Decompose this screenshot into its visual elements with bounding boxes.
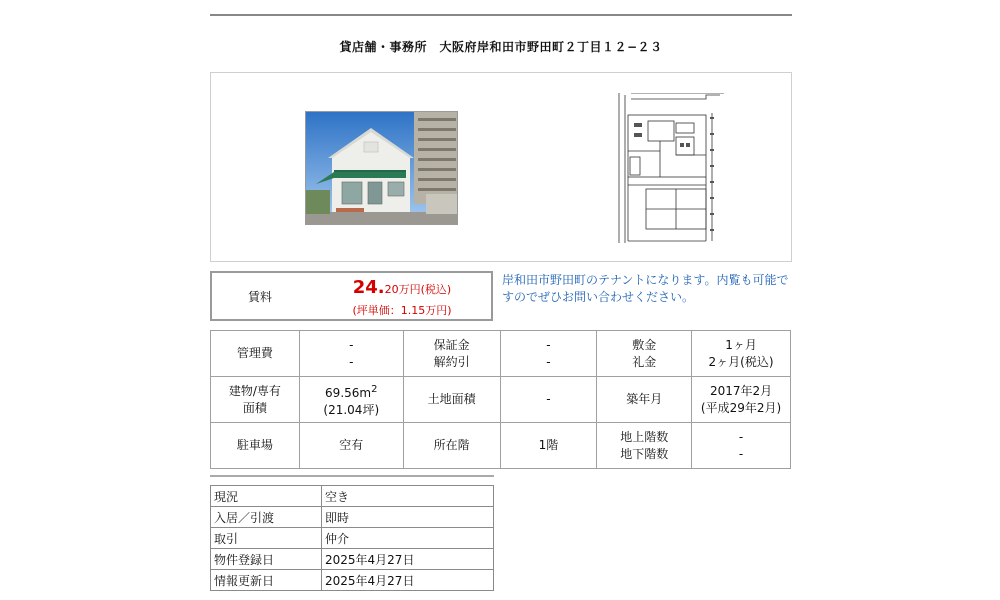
info-key: 取引 xyxy=(211,528,322,549)
parking-label: 駐車場 xyxy=(211,423,300,469)
rent-per-tsubo: (坪単価：1.15万円) xyxy=(352,304,452,317)
mgmt-fee-label: 管理費 xyxy=(211,331,300,377)
table-row xyxy=(211,570,494,591)
floor-value: 1階 xyxy=(500,423,597,469)
built-date-value: 2017年2月 (平成29年2月) xyxy=(692,377,791,423)
mgmt-fee-value: - - xyxy=(299,331,403,377)
table-row xyxy=(211,528,494,549)
info-value: 2025年4月27日 xyxy=(322,549,494,570)
info-table xyxy=(210,485,494,591)
rent-value xyxy=(312,277,492,298)
photo-panel xyxy=(210,72,792,262)
table-row xyxy=(211,507,494,528)
spec-table xyxy=(210,330,791,469)
info-value: 仲介 xyxy=(322,528,494,549)
land-area-label: 土地面積 xyxy=(403,377,500,423)
rent-amount-integer: 24. xyxy=(352,277,385,298)
area-value: $69.56m^2$ (21.04坪) xyxy=(299,377,403,423)
info-key: 現況 xyxy=(211,486,322,507)
info-value: 即時 xyxy=(322,507,494,528)
spec-row-fees xyxy=(211,331,791,377)
floor-label: 所在階 xyxy=(403,423,500,469)
table-row xyxy=(211,549,494,570)
shikikin-label: 敷金 礼金 xyxy=(597,331,692,377)
info-value: 2025年4月27日 xyxy=(322,570,494,591)
parking-value: 空有 xyxy=(299,423,403,469)
spec-row-area xyxy=(211,377,791,423)
shikikin-value: 1ヶ月 2ヶ月(税込) xyxy=(692,331,791,377)
info-divider xyxy=(210,475,494,477)
rent-amount-decimal: 20 xyxy=(384,283,399,296)
building-photo[interactable] xyxy=(305,111,458,225)
land-area-value: - xyxy=(500,377,597,423)
page-title: 貸店舗・事務所 大阪府岸和田市野田町２丁目１２−２３ xyxy=(339,40,663,54)
info-value: 空き xyxy=(322,486,494,507)
rent-label: 賃料 xyxy=(247,289,272,304)
top-divider xyxy=(210,14,792,16)
floors-value: - - xyxy=(692,423,791,469)
floor-plan-image[interactable] xyxy=(616,93,728,245)
table-row xyxy=(211,486,494,507)
info-key: 入居／引渡 xyxy=(211,507,322,528)
rent-unit: 万円(税込) xyxy=(398,283,452,296)
info-key: 物件登録日 xyxy=(211,549,322,570)
deposit-value: - - xyxy=(500,331,597,377)
area-label: 建物/専有 面積 xyxy=(211,377,300,423)
info-key: 情報更新日 xyxy=(211,570,322,591)
floors-label: 地上階数 地下階数 xyxy=(597,423,692,469)
deposit-label: 保証金 解約引 xyxy=(403,331,500,377)
property-note: 岸和田市野田町のテナントになります。内覧も可能ですのでぜひお問い合わせください。 xyxy=(502,273,789,304)
rent-box xyxy=(210,271,493,321)
built-date-label: 築年月 xyxy=(597,377,692,423)
spec-row-parking xyxy=(211,423,791,469)
